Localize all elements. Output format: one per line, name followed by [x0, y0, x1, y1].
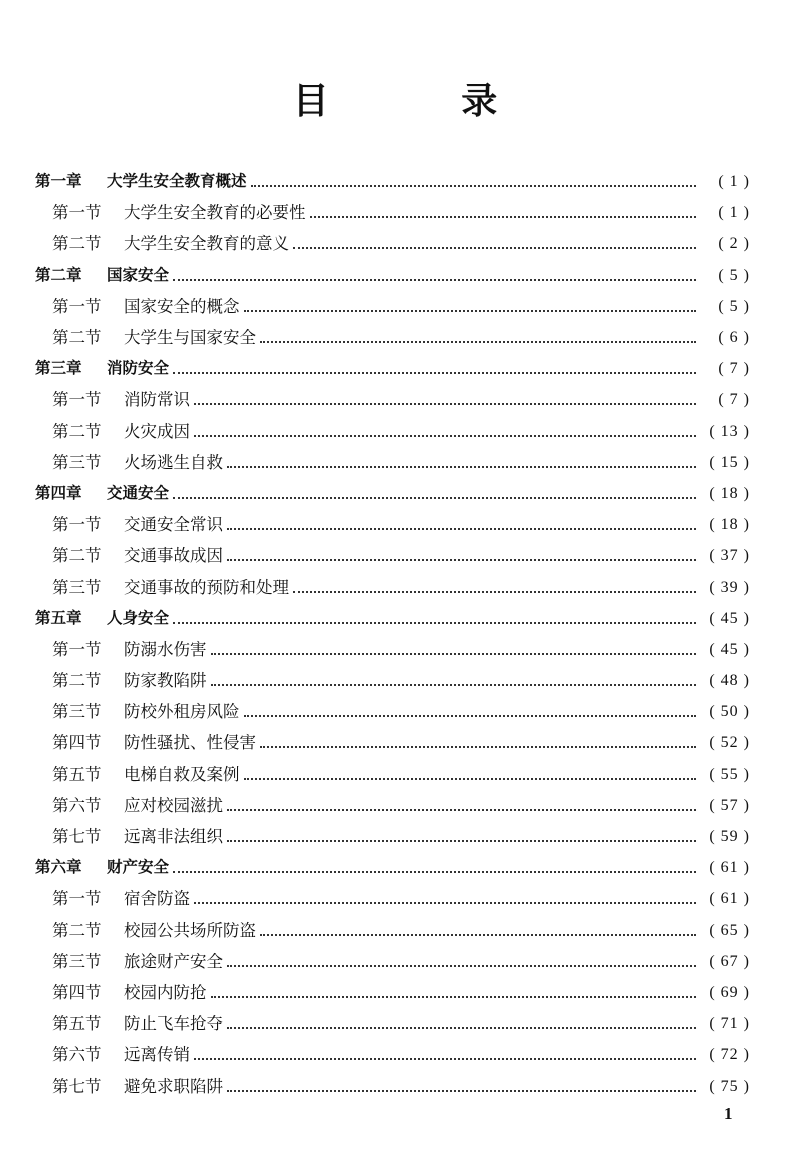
section-number: 第三节 [52, 452, 102, 472]
toc-page-ref: ( 59 ) [709, 828, 750, 846]
section-number: 第五节 [52, 764, 102, 784]
section-title: 防止飞车抢夺 [124, 1014, 223, 1034]
chapter-title: 人身安全 [107, 608, 170, 627]
toc-page-ref: ( 57 ) [709, 796, 750, 814]
toc-section-row[interactable] [35, 790, 750, 821]
chapter-title: 大学生安全教育概述 [107, 172, 247, 191]
section-title: 防家教陷阱 [124, 671, 207, 691]
section-title: 大学生安全教育的必要性 [124, 203, 306, 223]
toc-section-row[interactable] [35, 322, 750, 353]
toc-page-ref: ( 61 ) [709, 859, 750, 877]
chapter-number: 第四章 [35, 483, 82, 502]
toc-section-row[interactable] [35, 291, 750, 322]
toc-section-row[interactable] [35, 509, 750, 540]
dot-leader [173, 371, 696, 374]
dot-leader [251, 184, 696, 187]
dot-leader [194, 1057, 696, 1060]
toc-section-row[interactable] [35, 821, 750, 852]
toc-page-ref: ( 7 ) [718, 360, 750, 378]
section-number: 第二节 [52, 920, 102, 940]
toc-page-ref: ( 18 ) [709, 484, 750, 502]
section-title: 大学生安全教育的意义 [124, 234, 289, 254]
section-number: 第二节 [52, 546, 102, 566]
toc-page-ref: ( 45 ) [709, 609, 750, 627]
dot-leader [227, 964, 696, 967]
toc-section-row[interactable] [35, 384, 750, 415]
section-number: 第三节 [52, 702, 102, 722]
toc-page-ref: ( 5 ) [718, 297, 750, 315]
toc-page-ref: ( 50 ) [709, 703, 750, 721]
dot-leader [173, 496, 696, 499]
toc-chapter-row[interactable] [35, 260, 750, 291]
toc-page-ref: ( 71 ) [709, 1015, 750, 1033]
dot-leader [227, 1089, 696, 1092]
toc-page-ref: ( 7 ) [718, 391, 750, 409]
section-title: 火场逃生自救 [124, 452, 223, 472]
section-title: 远离传销 [124, 1045, 190, 1065]
chapter-number: 第六章 [35, 858, 82, 877]
section-number: 第四节 [52, 982, 102, 1002]
toc-section-row[interactable] [35, 915, 750, 946]
section-title: 交通安全常识 [124, 515, 223, 535]
section-title: 电梯自救及案例 [124, 764, 240, 784]
chapter-number: 第一章 [35, 172, 82, 191]
toc-page-ref: ( 13 ) [709, 422, 750, 440]
section-number: 第三节 [52, 577, 102, 597]
section-title: 远离非法组织 [124, 827, 223, 847]
toc-page-ref: ( 15 ) [709, 453, 750, 471]
toc-page-ref: ( 75 ) [709, 1077, 750, 1095]
section-title: 消防常识 [124, 390, 190, 410]
dot-leader [194, 434, 696, 437]
dot-leader [260, 933, 696, 936]
dot-leader [173, 870, 696, 873]
toc-section-row[interactable] [35, 759, 750, 790]
toc-section-row[interactable] [35, 977, 750, 1008]
toc-page-ref: ( 1 ) [718, 204, 750, 222]
toc-section-row[interactable] [35, 197, 750, 228]
section-title: 校园内防抢 [124, 982, 207, 1002]
chapter-title: 财产安全 [107, 858, 170, 877]
table-of-contents [35, 166, 750, 1102]
dot-leader [260, 340, 696, 343]
toc-page-ref: ( 65 ) [709, 921, 750, 939]
toc-section-row[interactable] [35, 665, 750, 696]
section-number: 第二节 [52, 671, 102, 691]
toc-page-ref: ( 67 ) [709, 952, 750, 970]
section-number: 第三节 [52, 951, 102, 971]
toc-section-row[interactable] [35, 1070, 750, 1101]
toc-page-ref: ( 55 ) [709, 765, 750, 783]
toc-page-ref: ( 69 ) [709, 983, 750, 1001]
toc-section-row[interactable] [35, 1008, 750, 1039]
section-number: 第二节 [52, 328, 102, 348]
toc-chapter-row[interactable] [35, 478, 750, 509]
toc-page-ref: ( 52 ) [709, 734, 750, 752]
dot-leader [244, 309, 697, 312]
dot-leader [227, 558, 696, 561]
toc-page-ref: ( 2 ) [718, 235, 750, 253]
toc-section-row[interactable] [35, 228, 750, 259]
toc-chapter-row[interactable] [35, 166, 750, 197]
section-title: 国家安全的概念 [124, 296, 240, 316]
section-number: 第一节 [52, 889, 102, 909]
dot-leader [244, 714, 697, 717]
toc-section-row[interactable] [35, 540, 750, 571]
dot-leader [227, 465, 696, 468]
section-title: 校园公共场所防盗 [124, 920, 256, 940]
section-number: 第二节 [52, 421, 102, 441]
page-title: 目 录 [292, 80, 558, 122]
chapter-title: 国家安全 [107, 265, 170, 284]
section-title: 火灾成因 [124, 421, 190, 441]
dot-leader [260, 745, 696, 748]
dot-leader [310, 215, 697, 218]
dot-leader [173, 621, 696, 624]
toc-page-ref: ( 5 ) [718, 266, 750, 284]
toc-page-ref: ( 39 ) [709, 578, 750, 596]
toc-chapter-row[interactable] [35, 603, 750, 634]
toc-page-ref: ( 6 ) [718, 329, 750, 347]
section-number: 第一节 [52, 296, 102, 316]
section-title: 交通事故的预防和处理 [124, 577, 289, 597]
toc-chapter-row[interactable] [35, 353, 750, 384]
toc-section-row[interactable] [35, 571, 750, 602]
section-title: 应对校园滋扰 [124, 795, 223, 815]
dot-leader [227, 839, 696, 842]
toc-section-row[interactable] [35, 696, 750, 727]
toc-page-ref: ( 72 ) [709, 1046, 750, 1064]
chapter-number: 第二章 [35, 265, 82, 284]
section-title: 防校外租房风险 [124, 702, 240, 722]
toc-page-ref: ( 37 ) [709, 547, 750, 565]
toc-section-row[interactable] [35, 416, 750, 447]
dot-leader [211, 995, 697, 998]
toc-section-row[interactable] [35, 1039, 750, 1070]
section-title: 避免求职陷阱 [124, 1076, 223, 1096]
toc-section-row[interactable] [35, 727, 750, 758]
section-title: 防溺水伤害 [124, 639, 207, 659]
toc-page-ref: ( 1 ) [718, 173, 750, 191]
section-number: 第七节 [52, 1076, 102, 1096]
section-number: 第一节 [52, 639, 102, 659]
section-number: 第一节 [52, 515, 102, 535]
toc-section-row[interactable] [35, 883, 750, 914]
dot-leader [244, 777, 697, 780]
chapter-title: 消防安全 [107, 359, 170, 378]
section-title: 宿舍防盗 [124, 889, 190, 909]
dot-leader [194, 901, 696, 904]
section-number: 第四节 [52, 733, 102, 753]
section-title: 交通事故成因 [124, 546, 223, 566]
section-number: 第六节 [52, 1045, 102, 1065]
page-number: 1 [724, 1104, 733, 1123]
dot-leader [293, 246, 696, 249]
toc-page-ref: ( 61 ) [709, 890, 750, 908]
dot-leader [293, 590, 696, 593]
section-title: 大学生与国家安全 [124, 328, 256, 348]
section-number: 第二节 [52, 234, 102, 254]
chapter-number: 第五章 [35, 608, 82, 627]
dot-leader [227, 527, 696, 530]
dot-leader [211, 683, 697, 686]
toc-section-row[interactable] [35, 946, 750, 977]
dot-leader [227, 1026, 696, 1029]
chapter-title: 交通安全 [107, 483, 170, 502]
dot-leader [227, 808, 696, 811]
toc-page-ref: ( 18 ) [709, 516, 750, 534]
section-title: 防性骚扰、性侵害 [124, 733, 256, 753]
section-number: 第五节 [52, 1014, 102, 1034]
toc-chapter-row[interactable] [35, 852, 750, 883]
section-title: 旅途财产安全 [124, 951, 223, 971]
toc-section-row[interactable] [35, 634, 750, 665]
section-number: 第六节 [52, 795, 102, 815]
toc-page-ref: ( 45 ) [709, 640, 750, 658]
section-number: 第一节 [52, 203, 102, 223]
dot-leader [173, 278, 696, 281]
toc-section-row[interactable] [35, 447, 750, 478]
section-number: 第七节 [52, 827, 102, 847]
dot-leader [194, 402, 696, 405]
toc-page-ref: ( 48 ) [709, 672, 750, 690]
chapter-number: 第三章 [35, 359, 82, 378]
dot-leader [211, 652, 697, 655]
section-number: 第一节 [52, 390, 102, 410]
